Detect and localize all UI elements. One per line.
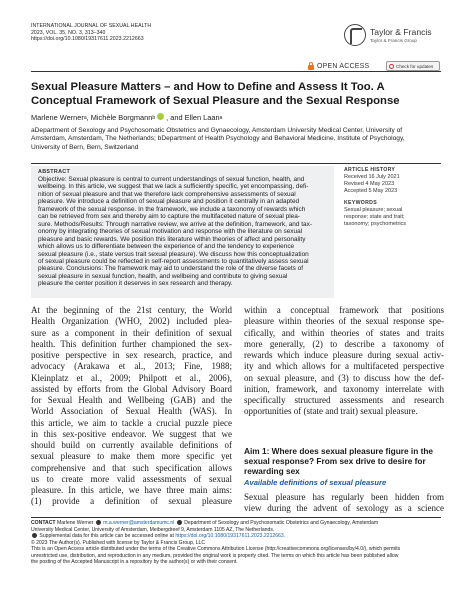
contact-email-link[interactable]: m.a.werner@amsterdamumc.nl xyxy=(103,520,175,526)
body-line: World Association of Sexual Health (WAS). In xyxy=(31,406,232,417)
affiliation-line: University of Bern, Bern, Switzerland xyxy=(31,143,139,151)
check-updates-button[interactable] xyxy=(386,61,440,71)
abstract-line: pleasure. Conclusions: The framework may aid to understand the role of the diverse facets of xyxy=(38,265,304,273)
abstract-line: pleasure the center position it deserves in sex research and therapy. xyxy=(38,280,233,288)
abstract-text xyxy=(38,176,327,288)
journal-header xyxy=(31,23,151,43)
journal-doi[interactable]: https://doi.org/10.1080/19317611.2023.2212663 xyxy=(31,36,144,43)
license-line: unrestricted use, distribution, and reproduction in any medium, provided the original work is properly cited. The terms on which this article has been published allow xyxy=(31,552,399,559)
copyright-line: © 2023 The Author(s). Published with license by Taylor & Francis Group, LLC xyxy=(31,539,206,546)
contact-name: Marlene Werner xyxy=(56,520,94,526)
body-line: sure as a component in their definition of sexual xyxy=(31,327,232,338)
abstract-line: which allows us to differentiate between the experience of and the tendency to experience xyxy=(38,243,295,251)
abstract-line: onomy by integrating theories of sexual motivation and response with the literature on sexual xyxy=(38,228,303,236)
journal-name: INTERNATIONAL JOURNAL OF SEXUAL HEALTH xyxy=(31,23,152,29)
body-line: Sexual pleasure has regularly been hidden from xyxy=(244,492,444,502)
check-updates-label: Check for updates xyxy=(396,63,434,69)
body-line: within a conceptual framework that positions xyxy=(244,305,444,315)
publisher-sub: Taylor & Francis Group xyxy=(370,38,417,43)
email-icon xyxy=(96,520,101,525)
body-line: for Sexual Health and Wellbeing (GAB) and the xyxy=(31,395,232,405)
body-line: sexual pleasure to make them more specific yet xyxy=(31,451,232,462)
abstract-line: sexual pleasure in sexual function, health, and wellbeing and contribute to giving sexual xyxy=(38,272,288,280)
body-line: opportunities of (state and trait) sexual pleasure. xyxy=(244,406,418,417)
keywords-heading: KEYWORDS xyxy=(344,200,377,207)
body-column-left xyxy=(31,305,232,508)
contact-label: CONTACT xyxy=(31,520,56,526)
body-line: pleasure. In this article, we have three main aims: xyxy=(31,485,232,495)
keywords-line: taxonomy; psychometrics xyxy=(344,220,407,227)
affiliation-line: aDepartment of Sexology and Psychosomatic Obstetrics and Gynaecology, Amsterdam University Medical Center, University of xyxy=(31,127,403,134)
license-line: This is an Open Access article distributed under the terms of the Creative Commons Attribution License (http://creativecommons.org/licenses/by/4.0/), which permits xyxy=(31,546,401,552)
affiliations xyxy=(31,127,443,152)
abstract-line: wellbeing. In this article, we suggest that we lack a sufficiently specific, yet encompassing, defi- xyxy=(38,183,309,191)
affiliation-marker: a xyxy=(83,114,87,121)
article-history-heading: ARTICLE HISTORY xyxy=(344,167,396,173)
history-line: Revised 4 May 2023 xyxy=(344,180,395,187)
institution-icon xyxy=(177,520,182,525)
journal-volume: 2023, VOL. 35, NO. 3, 313–340 xyxy=(31,29,106,36)
open-access-badge xyxy=(308,62,369,70)
body-line: advocacy (Arakawa et al., 2013; Fine, 1988; xyxy=(31,361,232,372)
abstract-line: pleasure. We introduce a definition of sexual pleasure and position it centrally in an adapted xyxy=(38,198,300,206)
body-line: us to create more valid assessments of sexual xyxy=(31,473,232,484)
body-line: Kleinplatz et al., 2009; Philpott et al., 2006), xyxy=(31,372,232,383)
title-line: Conceptual Framework of Sexual Pleasure and the Sexual Response xyxy=(31,95,400,107)
taylor-francis-logo-icon xyxy=(344,24,366,46)
article-title xyxy=(31,80,436,108)
body-line: pleasure within theories of the sexual response spe- xyxy=(244,316,444,327)
abstract-line: framework of the sexual response. In the framework, we include a taxonomy of rewards which xyxy=(38,205,306,213)
keywords-line: Sexual pleasure; sexual xyxy=(344,207,403,214)
affiliation-marker: a xyxy=(219,114,223,121)
supplemental-text: Supplemental data for this article can be accessed online at xyxy=(39,533,174,539)
contact-address-line: University Medical Center, University of Amsterdam, Meibergdreef 9, Amsterdam 1105 AZ, The Netherlands. xyxy=(31,526,275,533)
body-line: this article, we aim to tackle a crucial puzzle piece xyxy=(31,417,232,428)
publisher-logo xyxy=(344,24,432,46)
body-line: health. This definition further championed the sex- xyxy=(31,338,232,349)
license-line: the posting of the Accepted Manuscript in a repository by the author(s) or with their consent. xyxy=(31,559,238,565)
history-line: Received 16 July 2021 xyxy=(344,174,400,180)
author-list xyxy=(31,113,222,122)
article-info xyxy=(344,167,444,228)
body-column-right-continued xyxy=(244,492,444,515)
body-line: (1) provide a definition of sexual pleasure xyxy=(31,496,232,507)
body-line: assisted by efforts from the Global Advisory Board xyxy=(31,383,232,394)
abstract-line: Objective: Sexual pleasure is central to current understandings of sexual function, health, and xyxy=(38,176,305,183)
body-line: inition, framework, and taxonomy interrelate with xyxy=(244,383,444,394)
body-line: in this sex-positive endeavor. We suggest that we xyxy=(31,428,232,439)
body-column-right xyxy=(244,305,444,418)
abstract-box xyxy=(31,166,334,298)
author-name[interactable]: Marlene Werner xyxy=(31,113,84,122)
title-line: Sexual Pleasure Matters – and How to Define and Assess It Too. A xyxy=(31,81,385,93)
abstract-line: sexual pleasure (i.e., state versus trait sexual pleasure). We discuss how this conceptualization xyxy=(38,250,309,258)
publisher-name: Taylor & Francis xyxy=(370,27,432,37)
author-name[interactable]: , Michèle Borgmann xyxy=(86,113,153,122)
footer-rule xyxy=(31,517,441,518)
body-line: rewards which induce pleasure during sexual activ- xyxy=(244,350,444,360)
abstract-rule xyxy=(31,163,441,164)
body-line: At the beginning of the 21st century, the World xyxy=(31,305,232,315)
affiliation-line: Amsterdam, Amsterdam, The Netherlands; bDepartment of Health Psychology and Behavioral Medicine, Institute of Psychology, xyxy=(31,135,405,143)
header-rule xyxy=(31,71,441,72)
abstract-line: of sexual pleasure could be reflected in self-report assessments to quantitatively assess sexual xyxy=(38,257,309,265)
affiliation-marker: b xyxy=(152,114,156,121)
orcid-icon[interactable] xyxy=(157,113,164,120)
body-line: ity and which allows for a multifaceted perspective xyxy=(244,361,444,372)
body-line: on sexual pleasure, and (3) to discuss how the def- xyxy=(244,372,444,383)
open-access-label: OPEN ACCESS xyxy=(317,62,370,70)
open-lock-icon xyxy=(308,62,314,70)
body-line: specifically structured assessments and research xyxy=(244,395,444,405)
contact-address: Department of Sexology and Psychosomatic Obstetrics and Gynaecology, Amsterdam xyxy=(184,520,379,526)
body-line: view during the advent of sexology as a science xyxy=(244,503,444,514)
supplemental-icon xyxy=(32,533,37,538)
body-line: comprehensive and that such specification allows xyxy=(31,462,232,473)
author-name[interactable]: , and Ellen Laan xyxy=(166,113,220,122)
body-line: more generally, (2) to describe a taxonomy of xyxy=(244,338,444,349)
subsection-heading: Available definitions of sexual pleasure xyxy=(244,478,387,487)
body-line: should build on currently available definitions of xyxy=(31,440,232,450)
body-line: Health Organization (WHO, 2002) included plea- xyxy=(31,316,232,327)
abstract-line: nition of sexual pleasure and that we therefore lack comprehensive assessments of sexual xyxy=(38,190,296,198)
body-line: positive perspective in sex research, practice, and xyxy=(31,350,232,360)
crossmark-icon xyxy=(389,64,394,69)
keywords-line: response; state and trait; xyxy=(344,214,405,221)
footer xyxy=(31,520,444,566)
section-heading: Aim 1: Where does sexual pleasure figure in the sexual response? From sex drive to desire for rewarding sex xyxy=(244,446,434,476)
abstract-line: can be retrieved from sex and thereby aim to capture the multifaceted nature of sexual plea- xyxy=(38,213,300,221)
abstract-line: sure. Methods/Results: Through narrative review, we arrive at the definition, framework, and tax- xyxy=(38,220,312,228)
body-line: cifically, and within theories of states and traits xyxy=(244,327,444,338)
history-line: Accepted 5 May 2023 xyxy=(344,187,398,194)
supplemental-link[interactable]: https://doi.org/10.1080/19317611.2023.2212663. xyxy=(175,533,286,539)
abstract-line: pleasure and basic rewards. We position this literature within theories of affect and personality xyxy=(38,235,306,243)
abstract-heading: ABSTRACT xyxy=(38,169,71,175)
